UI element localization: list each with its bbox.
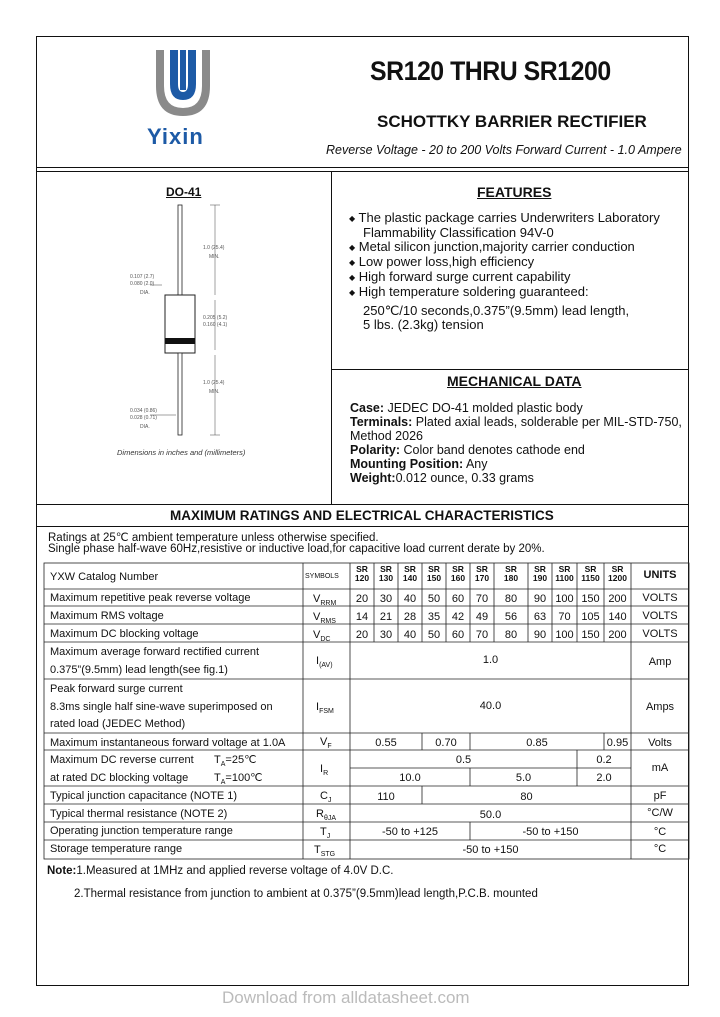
column-header: SR 180 <box>503 564 519 583</box>
symbol-rja: $R_{\theta JA}$ <box>316 808 337 823</box>
column-header: SR 1200 <box>608 564 627 583</box>
mech-case: Case: JEDEC DO-41 molded plastic body <box>350 401 583 415</box>
brand-name: Yixin <box>147 124 204 149</box>
table-cell: 50 <box>427 593 441 605</box>
divider <box>36 526 689 527</box>
symbol-tstg: $T_{STG}$ <box>314 844 336 859</box>
table-cell: 42 <box>451 611 465 623</box>
value-ir-b1: 10.0 <box>399 772 421 784</box>
symbol-vdc: $V_{DC}$ <box>313 629 331 644</box>
note-1: Note:1.Measured at 1MHz and applied reverse voltage of 4.0V D.C. <box>47 865 394 877</box>
table-cell: 70 <box>558 611 571 623</box>
table-cell: 70 <box>475 593 489 605</box>
ratings-note-1: Ratings at 25℃ ambient temperature unless otherwise specified. <box>48 532 379 544</box>
bullet-icon: ◆ <box>349 214 356 223</box>
table-cell: 90 <box>533 629 547 641</box>
column-header: SR 1150 <box>581 564 600 583</box>
table-cell: 63 <box>533 611 547 623</box>
symbol-cj: $C_J$ <box>320 790 332 805</box>
symbols-label: SYMBOLS <box>305 573 339 580</box>
table-cell: 40 <box>403 629 417 641</box>
table-cell: 20 <box>355 593 369 605</box>
value-ir-a2: 0.2 <box>596 754 612 766</box>
symbol-vrms: $V_{RMS}$ <box>313 611 336 626</box>
dim-body-length-b: 0.160 (4.1) <box>203 322 228 328</box>
table-cell: 49 <box>475 611 489 623</box>
table-cell: 50 <box>427 629 441 641</box>
value-vf-3: 0.85 <box>526 737 548 749</box>
table-cell: 60 <box>451 593 465 605</box>
unit-vrrm: VOLTS <box>642 592 678 604</box>
mechanical-heading: MECHANICAL DATA <box>447 373 582 389</box>
dim-wire-a: 0.034 (0.86) <box>130 408 157 414</box>
param-cj: Typical junction capacitance (NOTE 1) <box>50 790 238 802</box>
dim-lead-dia-b: 0.080 (2.0) <box>130 281 155 287</box>
table-cell: 35 <box>427 611 441 623</box>
mech-polarity: Polarity: Color band denotes cathode end <box>350 443 585 457</box>
param-vrrm: Maximum repetitive peak reverse voltage <box>50 592 251 604</box>
column-header: SR 190 <box>532 564 548 583</box>
mech-terminals: Terminals: Plated axial leads, solderable per MIL-STD-750, <box>350 415 682 429</box>
dim-wire-c: DIA. <box>140 424 150 430</box>
list-item: ◆ Low power loss,high efficiency <box>349 254 535 269</box>
table-cell: 150 <box>581 629 600 641</box>
table-cell: 30 <box>379 629 393 641</box>
column-header: SR 170 <box>474 564 490 583</box>
param-rja: Typical thermal resistance (NOTE 2) <box>50 808 228 820</box>
value-iav: 1.0 <box>482 654 499 666</box>
unit-tstg: °C <box>653 843 667 855</box>
symbol-iav: $I_{(AV)}$ <box>316 655 333 670</box>
divider <box>331 171 332 504</box>
value-ir-b2: 5.0 <box>515 772 532 784</box>
value-vf-1: 0.55 <box>375 737 397 749</box>
param-tj: Operating junction temperature range <box>50 825 233 837</box>
unit-rja: °C/W <box>647 807 673 819</box>
table-cell: 30 <box>379 593 393 605</box>
page-title: SR120 THRU SR1200 <box>370 56 611 86</box>
features-list <box>349 211 660 332</box>
param-ifsm-2: 8.3ms single half sine-wave superimposed on <box>50 701 273 713</box>
ratings-summary: Reverse Voltage - 20 to 200 Volts Forward Current - 1.0 Ampere <box>326 143 682 157</box>
value-ir-b3: 2.0 <box>596 772 612 784</box>
list-item: 250℃/10 seconds,0.375”(9.5mm) lead length, <box>363 303 630 318</box>
symbol-tj: $T_J$ <box>320 826 331 841</box>
column-header: SR 150 <box>426 564 442 583</box>
catalog-label: YXW Catalog Number <box>50 571 159 583</box>
package-drawing <box>100 200 260 450</box>
list-item: ◆ High forward surge current capability <box>349 269 571 284</box>
bullet-icon: ◆ <box>349 273 356 282</box>
table-cell: 150 <box>581 593 600 605</box>
value-ir-a1: 0.5 <box>455 754 472 766</box>
param-ir-1: Maximum DC reverse current $T_A=25℃$ <box>50 754 257 769</box>
value-rja: 50.0 <box>479 809 502 821</box>
column-header: SR 120 <box>354 564 370 583</box>
column-header: SR 130 <box>378 564 394 583</box>
table-cell: 56 <box>504 611 518 623</box>
table-cell: 21 <box>379 611 393 623</box>
dim-lead2-length-min: MIN. <box>209 389 220 395</box>
symbol-ir: $I_R$ <box>320 763 329 778</box>
unit-ir: mA <box>651 762 669 774</box>
dim-body-length-a: 0.205 (5.2) <box>203 315 228 321</box>
table-cell: 200 <box>608 629 627 641</box>
value-tstg: -50 to +150 <box>462 844 519 856</box>
table-cell: 105 <box>581 611 600 623</box>
param-ifsm-1: Peak forward surge current <box>50 683 183 695</box>
dim-wire-b: 0.028 (0.71) <box>130 415 157 421</box>
page-subtitle: SCHOTTKY BARRIER RECTIFIER <box>377 112 647 131</box>
symbol-vf: $V_F$ <box>320 736 332 751</box>
table-cell: 28 <box>403 611 417 623</box>
value-ifsm: 40.0 <box>479 700 502 712</box>
note-2: 2.Thermal resistance from junction to ambient at 0.375”(9.5mm)lead length,P.C.B. mounted <box>74 888 538 900</box>
table-cell: 200 <box>608 593 627 605</box>
list-item: ◆ Metal silicon junction,majority carrier conduction <box>349 239 635 254</box>
bullet-icon: ◆ <box>349 258 356 267</box>
unit-iav: Amp <box>648 656 672 668</box>
table-cell: 90 <box>533 593 547 605</box>
mech-terminals-method: Method 2026 <box>350 429 423 443</box>
table-cell: 100 <box>555 629 574 641</box>
param-vrms: Maximum RMS voltage <box>50 610 164 622</box>
param-iav-2: 0.375”(9.5mm) lead length(see fig.1) <box>50 664 228 676</box>
features-heading: FEATURES <box>477 184 552 200</box>
ratings-note-2: Single phase half-wave 60Hz,resistive or inductive load,for capacitive load current derate by 20%. <box>48 543 545 555</box>
table-cell: 40 <box>403 593 417 605</box>
param-vdc: Maximum DC blocking voltage <box>50 628 199 640</box>
dim-lead-length-min: MIN. <box>209 254 220 260</box>
table-cell: 70 <box>475 629 489 641</box>
unit-vrms: VOLTS <box>642 610 678 622</box>
table-cell: 60 <box>451 629 465 641</box>
package-name: DO-41 <box>166 185 202 199</box>
param-vf: Maximum instantaneous forward voltage at 1.0A <box>50 737 286 749</box>
param-tstg: Storage temperature range <box>50 843 183 855</box>
unit-vdc: VOLTS <box>642 628 678 640</box>
value-cj-1: 110 <box>377 791 395 803</box>
divider <box>36 504 689 505</box>
dim-lead-dia-a: 0.107 (2.7) <box>130 274 155 280</box>
dim-lead2-length: 1.0 (25.4) <box>203 380 225 386</box>
bullet-icon: ◆ <box>349 288 356 297</box>
value-vf-4: 0.95 <box>606 737 629 749</box>
divider <box>36 171 689 172</box>
unit-cj: pF <box>653 790 667 802</box>
list-item: Flammability Classification 94V-0 <box>363 225 554 240</box>
param-ir-2: at rated DC blocking voltage $T_A=100℃$ <box>50 772 263 787</box>
value-cj-2: 80 <box>520 791 533 803</box>
list-item: ◆ The plastic package carries Underwriters Laboratory <box>349 210 660 225</box>
table-cell: 14 <box>355 611 369 623</box>
table-cell: 80 <box>504 593 518 605</box>
unit-vf: Volts <box>648 737 672 749</box>
list-item: ◆ High temperature soldering guaranteed: <box>349 284 589 299</box>
dim-lead-length: 1.0 (25.4) <box>203 245 225 251</box>
mechanical-data <box>350 401 682 485</box>
ratings-heading: MAXIMUM RATINGS AND ELECTRICAL CHARACTERISTICS <box>170 508 554 523</box>
table-cell: 140 <box>608 611 627 623</box>
footer-watermark[interactable]: Download from alldatasheet.com <box>222 988 470 1007</box>
list-item: 5 lbs. (2.3kg) tension <box>363 317 484 332</box>
symbol-ifsm: $I_{FSM}$ <box>316 701 334 716</box>
value-vf-2: 0.70 <box>435 737 457 749</box>
units-label: UNITS <box>643 569 677 581</box>
brand-logo <box>150 46 216 120</box>
column-header: SR 140 <box>402 564 418 583</box>
unit-tj: °C <box>653 826 667 838</box>
unit-ifsm: Amps <box>645 701 675 713</box>
divider <box>331 369 689 370</box>
bullet-icon: ◆ <box>349 243 356 252</box>
table-cell: 20 <box>355 629 369 641</box>
column-header: SR 160 <box>450 564 466 583</box>
logo-u-icon <box>150 46 216 120</box>
symbol-vrrm: $V_{RRM}$ <box>313 593 337 608</box>
param-ifsm-3: rated load (JEDEC Method) <box>50 718 186 730</box>
value-tj-2: -50 to +150 <box>522 826 579 838</box>
package-caption: Dimensions in inches and (millimeters) <box>117 448 246 457</box>
mech-mounting: Mounting Position: Any <box>350 457 488 471</box>
table-cell: 80 <box>504 629 518 641</box>
mech-weight: Weight:0.012 ounce, 0.33 grams <box>350 471 534 485</box>
dim-lead-dia-c: DIA. <box>140 290 150 296</box>
table-cell: 100 <box>555 593 574 605</box>
param-iav-1: Maximum average forward rectified current <box>50 646 260 658</box>
value-tj-1: -50 to +125 <box>382 826 438 838</box>
column-header: SR 1100 <box>555 564 574 583</box>
divider <box>36 167 689 168</box>
